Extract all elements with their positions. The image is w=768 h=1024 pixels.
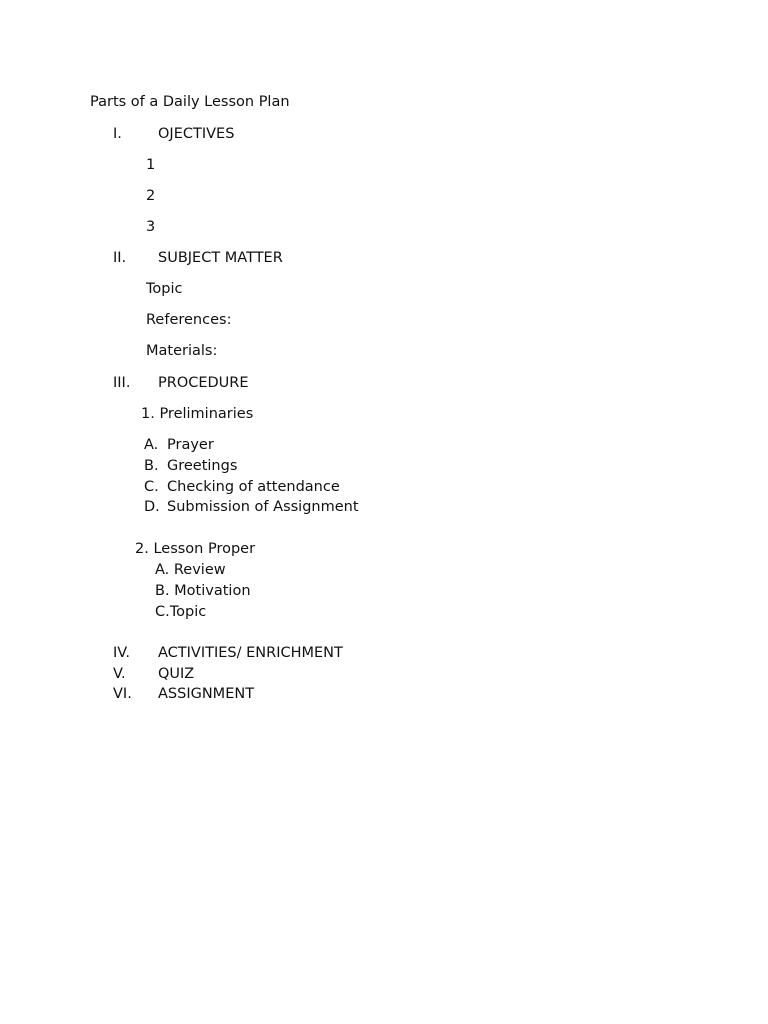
section-numeral: IV. [113, 645, 130, 661]
preliminaries-label: 1. Preliminaries [141, 406, 254, 422]
section-heading-objectives: OJECTIVES [158, 126, 235, 142]
list-item: Checking of attendance [167, 479, 340, 495]
subject-matter-item: Materials: [146, 343, 218, 359]
lesson-proper-label: 2. Lesson Proper [135, 541, 256, 557]
list-item: Greetings [167, 458, 238, 474]
objective-item: 2 [146, 188, 156, 204]
list-letter: B. [144, 458, 159, 474]
section-numeral: III. [113, 375, 131, 391]
section-heading-procedure: PROCEDURE [158, 375, 249, 391]
subject-matter-item: References: [146, 312, 232, 328]
section-heading-activities: ACTIVITIES/ ENRICHMENT [158, 645, 343, 661]
section-heading-quiz: QUIZ [158, 666, 195, 682]
list-item: C.Topic [155, 604, 207, 620]
section-heading-assignment: ASSIGNMENT [158, 686, 255, 702]
list-item: Prayer [167, 437, 214, 453]
section-numeral: II. [113, 250, 127, 266]
section-numeral: I. [113, 126, 122, 142]
list-letter: A. [144, 437, 159, 453]
list-item: A. Review [155, 562, 226, 578]
document-title: Parts of a Daily Lesson Plan [90, 94, 290, 110]
objective-item: 1 [146, 157, 156, 173]
objective-item: 3 [146, 219, 156, 235]
list-letter: D. [144, 499, 160, 515]
list-item: B. Motivation [155, 583, 251, 599]
section-numeral: VI. [113, 686, 132, 702]
list-letter: C. [144, 479, 159, 495]
section-heading-subject-matter: SUBJECT MATTER [158, 250, 283, 266]
subject-matter-item: Topic [146, 281, 183, 297]
section-numeral: V. [113, 666, 126, 682]
list-item: Submission of Assignment [167, 499, 359, 515]
